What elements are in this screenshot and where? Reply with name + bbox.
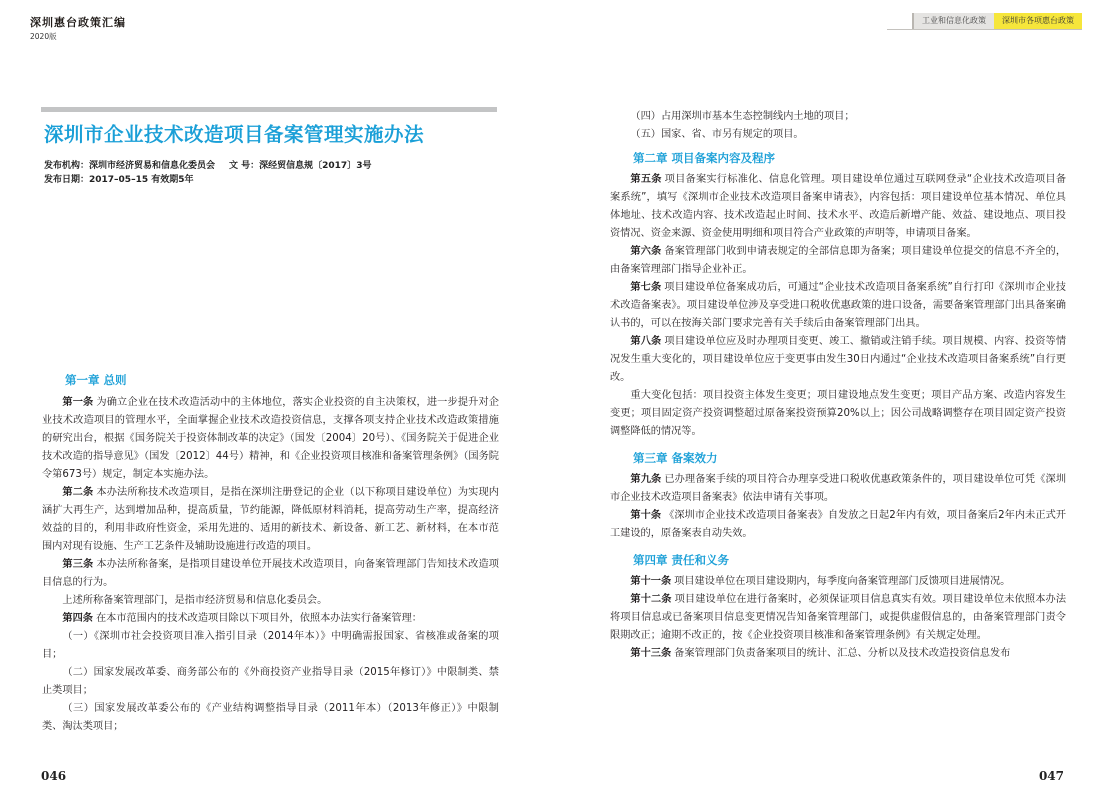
article-label: 第六条	[630, 246, 662, 257]
article-6: 第六条 备案管理部门收到申请表规定的全部信息即为备案；项目建设单位提交的信息不齐全的，由备案管理部门指导企业补正。	[610, 246, 1067, 275]
article-label: 第十一条	[630, 576, 672, 587]
article-10: 第十条 《深圳市企业技术改造项目备案表》自发放之日起2年内有效，项目备案后2年内未正式开工建设的，原备案表自动失效。	[610, 510, 1066, 539]
article-4-item: （四）占用深圳市基本生态控制线内土地的项目；	[630, 111, 855, 122]
page-number-right: 047	[1038, 769, 1064, 783]
document-number: 文 号：深经贸信息规〔2017〕3号	[229, 161, 372, 171]
document-meta-line-2	[44, 172, 194, 185]
article-1: 第一条 为确立企业在技术改造活动中的主体地位，落实企业投资的自主决策权，进一步提升对企业技术改造项目的管理水平，全面掌握企业技术改造投资信息，支撑各项支持企业技术改造政策措施的研究出台，根据《国务院关于投资体制改革的决定》（国发〔2004〕20号）、《国务院关于促进企业技术改造的指导意见》（国发〔2012〕44号）精神，和《企业投资项目核准和备案管理条例》（国务院令第673号）规定，制定本实施办法。	[42, 397, 499, 480]
article-label: 第十条	[630, 510, 662, 521]
article-label: 第八条	[630, 336, 662, 347]
article-4-item: （二）国家发展改革委、商务部公布的《外商投资产业指导目录（2015年修订）》中限制类、禁止类项目；	[42, 667, 499, 696]
issuer: 发布机构：深圳市经济贸易和信息化委员会	[44, 161, 216, 171]
edition-year: 2020版	[30, 32, 57, 41]
article-11: 第十一条 项目建设单位在项目建设期内，每季度向备案管理部门反馈项目进展情况。	[630, 576, 1011, 587]
article-7: 第七条 项目建设单位备案成功后，可通过“企业技术改造项目备案系统”自行打印《深圳市企业技术改造备案表》。项目建设单位涉及享受进口税收优惠政策的进口设备，需要备案管理部门出具备案确认书的，可以在按海关部门要求完善有关手续后由备案管理部门出具。	[610, 282, 1066, 329]
article-13: 第十三条 备案管理部门负责备案项目的统计、汇总、分析以及技术改造投资信息发布	[630, 648, 1011, 659]
article-2: 第二条 本办法所称技术改造项目，是指在深圳注册登记的企业（以下称项目建设单位）为实现内涵扩大再生产，达到增加品种，提高质量，节约能源，降低原材料消耗，提高劳动生产率，提高经济效益的目的，利用非政府性资金，采用先进的、适用的新技术、新设备、新工艺、新材料，在本市范围内对现有设施、生产工艺条件及辅助设施进行改造的项目。	[42, 487, 499, 552]
article-label: 第十三条	[630, 648, 672, 659]
article-3-paragraph: 上述所称备案管理部门，是指市经济贸易和信息化委员会。	[62, 595, 328, 606]
article-label: 第三条	[62, 559, 94, 570]
chapter-2-heading: 第二章 项目备案内容及程序	[633, 151, 776, 165]
article-8-paragraph: 重大变化包括：项目投资主体发生变更；项目建设地点发生变更；项目产品方案、改造内容发生变更；项目固定资产投资调整超过原备案投资预算20%以上；因公司战略调整存在项目固定资产投资调整降低的情况等。	[610, 390, 1066, 437]
book-title: 深圳惠台政策汇编	[30, 16, 126, 29]
section-tab-shenzhen: 深圳市各项惠台政策	[994, 13, 1082, 29]
title-bar	[41, 107, 497, 112]
article-label: 第十二条	[630, 594, 672, 605]
document-meta-line-1	[44, 158, 371, 171]
running-header	[30, 14, 126, 42]
article-4-item: （五）国家、省、市另有规定的项目。	[630, 129, 804, 140]
section-tabs	[912, 13, 1082, 29]
chapter-3-heading: 第三章 备案效力	[633, 451, 718, 465]
article-8: 第八条 项目建设单位应及时办理项目变更、竣工、撤销或注销手续。项目规模、内容、投资等情况发生重大变化的，项目建设单位应于变更事由发生30日内通过“企业技术改造项目备案系统”自行更改。	[610, 336, 1067, 383]
article-4-item: （一）《深圳市社会投资项目准入指引目录（2014年本）》中明确需报国家、省核准或备案的项目；	[42, 631, 499, 660]
document-title: 深圳市企业技术改造项目备案管理实施办法	[44, 123, 425, 146]
right-column	[610, 108, 1066, 663]
left-column	[42, 369, 499, 736]
chapter-4-heading: 第四章 责任和义务	[633, 553, 730, 567]
article-label: 第四条	[62, 613, 93, 624]
article-label: 第一条	[62, 397, 94, 408]
article-label: 第二条	[62, 487, 94, 498]
article-5: 第五条 项目备案实行标准化、信息化管理。项目建设单位通过互联网登录“企业技术改造项目备案系统”，填写《深圳市企业技术改造项目备案申请表》，内容包括：项目建设单位基本情况、单位具体地址、技术改造内容、技术改造起止时间、技术水平、改造后新增产能、效益、建设地点、项目投资情况、资金来源、资金使用明细和项目符合产业政策的声明等，申请项目备案。	[610, 174, 1067, 239]
article-label: 第九条	[630, 474, 662, 485]
article-label: 第七条	[630, 282, 662, 293]
chapter-1-heading: 第一章 总则	[65, 373, 127, 387]
article-4-item: （三）国家发展改革委公布的《产业结构调整指导目录（2011年本）（2013年修正）》中限制类、淘汰类项目；	[42, 703, 499, 732]
article-9: 第九条 已办理备案手续的项目符合办理享受进口税收优惠政策条件的，项目建设单位可凭《深圳市企业技术改造项目备案表》依法申请有关事项。	[610, 474, 1067, 503]
section-tab-industry: 工业和信息化政策	[912, 13, 994, 29]
header-rule	[887, 29, 1082, 30]
page-number-left: 046	[41, 769, 67, 783]
publish-date: 发布日期：2017–05–15 有效期5年	[44, 175, 194, 185]
article-12: 第十二条 项目建设单位在进行备案时，必须保证项目信息真实有效。项目建设单位未依照本办法将项目信息或已备案项目信息变更情况告知备案管理部门，或提供虚假信息的，由备案管理部门责令限期改正；逾期不改正的，按《企业投资项目核准和备案管理条例》有关规定处理。	[610, 594, 1067, 641]
article-4: 第四条 在本市范围内的技术改造项目除以下项目外，依照本办法实行备案管理：	[62, 613, 422, 624]
article-label: 第五条	[630, 174, 662, 185]
article-3: 第三条 本办法所称备案，是指项目建设单位开展技术改造项目，向备案管理部门告知技术改造项目信息的行为。	[42, 559, 499, 588]
